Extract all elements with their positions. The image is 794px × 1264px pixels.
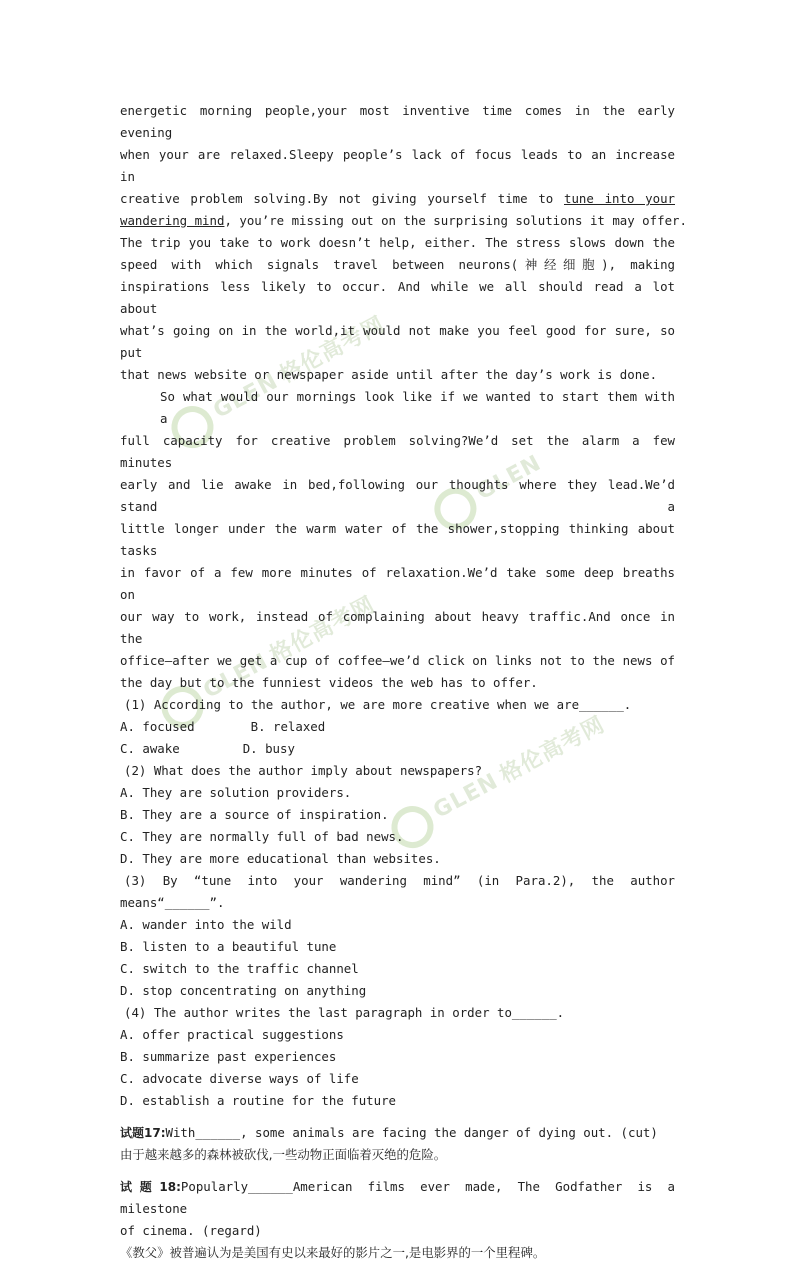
underlined-phrase: wandering mind bbox=[120, 213, 225, 228]
option-b: B. listen to a beautiful tune bbox=[120, 939, 337, 954]
passage-line: that news website or newspaper aside until after the day’s work is done. bbox=[120, 367, 658, 382]
option-c: C. switch to the traffic channel bbox=[120, 961, 359, 976]
passage-line: So what would our mornings look like if we wanted to start them with a bbox=[160, 389, 675, 426]
options-row bbox=[120, 738, 675, 760]
option-a: A. wander into the wild bbox=[120, 917, 292, 932]
item-17-stem: 试题17:With______, some animals are facing the danger of dying out. (cut) bbox=[120, 1125, 658, 1140]
passage-line: office—after we get a cup of coffee—we’d click on links not to the news of bbox=[120, 653, 675, 668]
question-stem: (4) The author writes the last paragraph in order to______. bbox=[124, 1005, 565, 1020]
option-a: A. focused bbox=[120, 719, 195, 734]
item-18-stem: 试题18:Popularly______American films ever made, The Godfather is a milestone bbox=[120, 1179, 675, 1216]
option-d: D. They are more educational than websites. bbox=[120, 851, 441, 866]
question-stem: (3) By “tune into your wandering mind” (in Para.2), the author bbox=[124, 873, 675, 888]
passage-line: early and lie awake in bed,following our thoughts where they lead.We’d stand a bbox=[120, 477, 675, 514]
passage-line: full capacity for creative problem solving?We’d set the alarm a few minutes bbox=[120, 433, 675, 470]
passage-line: little longer under the warm water of the shower,stopping thinking about tasks bbox=[120, 521, 675, 558]
watermark-bottom: GLEN 格伦高考网 bbox=[384, 707, 614, 856]
passage-paragraph-2 bbox=[120, 386, 675, 694]
passage-line: when your are relaxed.Sleepy people’s lack of focus leads to an increase in bbox=[120, 147, 675, 184]
passage-line: wandering mind, you’re missing out on the surprising solutions it may offer. bbox=[120, 213, 687, 228]
watermark-top: GLEN 格伦高考网 bbox=[164, 307, 394, 456]
passage-line: creative problem solving.By not giving yourself time to tune into your bbox=[120, 191, 675, 206]
item-label: 试题18: bbox=[120, 1180, 181, 1194]
passage-line: The trip you take to work doesn’t help, either. The stress slows down the bbox=[120, 235, 675, 250]
question-stem-cont: means“______”. bbox=[120, 895, 225, 910]
option-a: A. offer practical suggestions bbox=[120, 1027, 344, 1042]
item-17 bbox=[120, 1122, 675, 1166]
options-row bbox=[120, 716, 675, 738]
watermark-center: GLEN 格伦高考网 bbox=[154, 587, 384, 736]
option-d: D. busy bbox=[242, 741, 295, 756]
question-stem: (2) What does the author imply about newspapers? bbox=[124, 763, 483, 778]
document-page bbox=[120, 100, 687, 1264]
passage-line: in favor of a few more minutes of relaxation.We’d take some deep breaths on bbox=[120, 565, 675, 602]
passage-line: speed with which signals travel between neurons(神经细胞), making bbox=[120, 257, 675, 272]
passage-line: what’s going on in the world,it would not make you feel good for sure, so put bbox=[120, 323, 675, 360]
passage-line: inspirations less likely to occur. And while we all should read a lot about bbox=[120, 279, 675, 316]
option-b: B. They are a source of inspiration. bbox=[120, 807, 389, 822]
item-label: 试题17: bbox=[120, 1126, 166, 1140]
option-a: A. They are solution providers. bbox=[120, 785, 352, 800]
option-d: D. stop concentrating on anything bbox=[120, 983, 367, 998]
option-b: B. relaxed bbox=[250, 719, 326, 734]
option-c: C. advocate diverse ways of life bbox=[120, 1071, 359, 1086]
passage-paragraph-1 bbox=[120, 100, 687, 386]
passage-line: our way to work, instead of complaining about heavy traffic.And once in the bbox=[120, 609, 675, 646]
question-4 bbox=[120, 1002, 675, 1112]
item-18 bbox=[120, 1176, 675, 1264]
question-1 bbox=[120, 694, 675, 760]
underlined-phrase: tune into your bbox=[564, 191, 675, 206]
item-17-translation: 由于越来越多的森林被砍伐,一些动物正面临着灭绝的危险。 bbox=[120, 1147, 447, 1162]
option-c: C. They are normally full of bad news. bbox=[120, 829, 404, 844]
question-3 bbox=[120, 870, 675, 1002]
item-18-stem-cont: of cinema. (regard) bbox=[120, 1223, 262, 1238]
question-stem: (1) According to the author, we are more creative when we are______. bbox=[124, 697, 632, 712]
passage-line: the day but to the funniest videos the web has to offer. bbox=[120, 675, 538, 690]
item-18-translation: 《教父》被普遍认为是美国有史以来最好的影片之一,是电影界的一个里程碑。 bbox=[120, 1245, 546, 1260]
option-b: B. summarize past experiences bbox=[120, 1049, 337, 1064]
passage-line: energetic morning people,your most inventive time comes in the early evening bbox=[120, 103, 675, 140]
watermark-middle: GLEN bbox=[427, 445, 550, 537]
question-2 bbox=[120, 760, 675, 870]
option-c: C. awake bbox=[120, 741, 180, 756]
option-d: D. establish a routine for the future bbox=[120, 1093, 397, 1108]
